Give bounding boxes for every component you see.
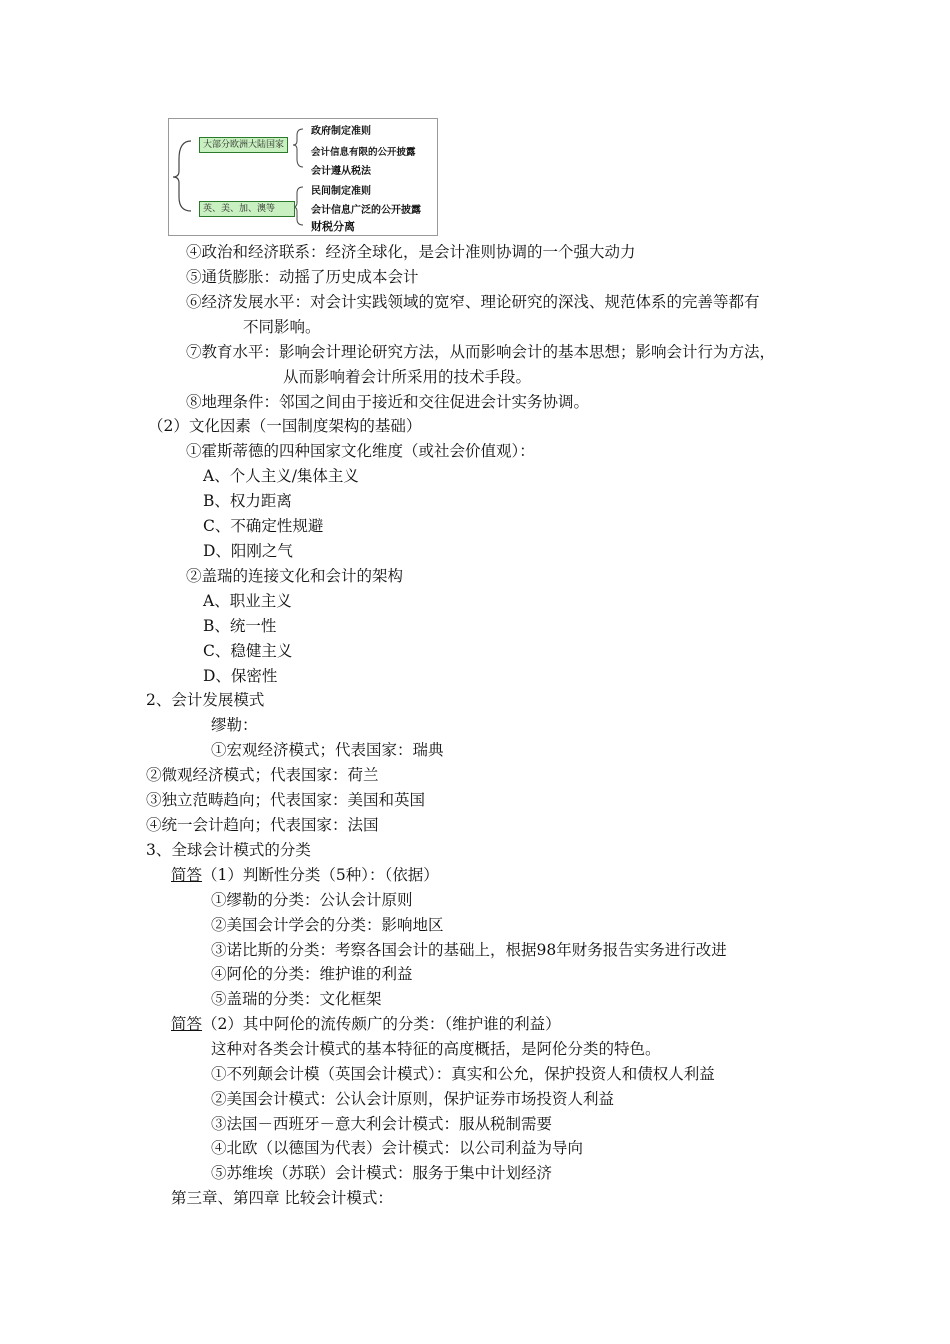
text-line: 这种对各类会计模式的基本特征的高度概括，是阿伦分类的特色。: [211, 1040, 661, 1058]
text-line: ⑧地理条件：邻国之间由于接近和交往促进会计实务协调。: [186, 393, 590, 411]
text-line: ④阿伦的分类：维护谁的利益: [211, 965, 413, 983]
classification-figure: [168, 118, 438, 236]
text-line: （2）其中阿伦的流传颇广的分类：（维护谁的利益）: [202, 1015, 561, 1033]
text-line: B、统一性: [203, 617, 277, 635]
qa-line: [171, 865, 439, 885]
text-line: 缪勒：: [211, 716, 258, 734]
section-heading: 3、全球会计模式的分类: [146, 841, 311, 859]
short-answer-label: 简答: [171, 866, 203, 884]
top-item-3: 会计遵从税法: [311, 166, 371, 177]
text-line: ②美国会计模式：公认会计原则，保护证券市场投资人利益: [211, 1090, 615, 1108]
text-line: ③法国－西班牙－意大利会计模式：服从税制需要: [211, 1115, 553, 1133]
qa-line: [171, 1014, 561, 1034]
section-heading: 2、会计发展模式: [146, 691, 265, 709]
text-line: ②盖瑞的连接文化和会计的架构: [186, 567, 404, 585]
text-line: ⑥经济发展水平：对会计实践领域的宽窄、理论研究的深浅、规范体系的完善等都有: [186, 293, 760, 311]
text-line: A、个人主义/集体主义: [203, 467, 359, 485]
box-anglo-countries: 英、美、加、澳等: [199, 201, 295, 217]
text-line: ①宏观经济模式；代表国家：瑞典: [211, 741, 444, 759]
text-line: ⑤苏维埃（苏联）会计模式：服务于集中计划经济: [211, 1164, 553, 1182]
text-line: ①霍斯蒂德的四种国家文化维度（或社会价值观）：: [186, 442, 535, 460]
text-line: A、职业主义: [203, 592, 292, 610]
bottom-item-1: 民间制定准则: [311, 186, 371, 197]
text-line: ③诺比斯的分类：考察各国会计的基础上，根据98年财务报告实务进行改进: [211, 941, 727, 959]
text-line: D、保密性: [203, 667, 278, 685]
text-line: C、稳健主义: [203, 642, 293, 660]
text-line: （1）判断性分类（5种）：（依据）: [202, 866, 439, 884]
text-line: ②美国会计学会的分类：影响地区: [211, 916, 444, 934]
text-line: ④统一会计趋向；代表国家：法国: [146, 816, 379, 834]
text-line: 从而影响着会计所采用的技术手段。: [283, 368, 532, 386]
text-line: ②微观经济模式；代表国家：荷兰: [146, 766, 379, 784]
text-line: ⑦教育水平：影响会计理论研究方法，从而影响会计的基本思想；影响会计行为方法，: [186, 343, 776, 361]
bottom-item-3: 财税分离: [311, 220, 355, 233]
box-continental-europe: 大部分欧洲大陆国家: [199, 137, 288, 153]
text-line: ④北欧（以德国为代表）会计模式：以公司利益为导向: [211, 1139, 584, 1157]
chapter-heading: 第三章、第四章 比较会计模式：: [171, 1189, 393, 1207]
text-line: D、阳刚之气: [203, 542, 293, 560]
text-line: ①缪勒的分类：公认会计原则: [211, 891, 413, 909]
text-line: C、不确定性规避: [203, 517, 324, 535]
text-line: ④政治和经济联系：经济全球化，是会计准则协调的一个强大动力: [186, 243, 636, 261]
top-item-1: 政府制定准则: [311, 126, 371, 137]
text-line: ③独立范畴趋向；代表国家：美国和英国: [146, 791, 426, 809]
short-answer-label: 简答: [171, 1015, 203, 1033]
bottom-item-2: 会计信息广泛的公开披露: [311, 205, 421, 216]
text-line: 不同影响。: [243, 318, 321, 336]
text-line: ①不列颠会计模（英国会计模式）：真实和公允，保护投资人和债权人利益: [211, 1065, 715, 1083]
text-line: ⑤通货膨胀：动摇了历史成本会计: [186, 268, 419, 286]
text-line: （2）文化因素（一国制度架构的基础）: [148, 417, 422, 435]
text-line: B、权力距离: [203, 492, 292, 510]
text-line: ⑤盖瑞的分类：文化框架: [211, 990, 382, 1008]
top-item-2: 会计信息有限的公开披露: [311, 147, 416, 158]
